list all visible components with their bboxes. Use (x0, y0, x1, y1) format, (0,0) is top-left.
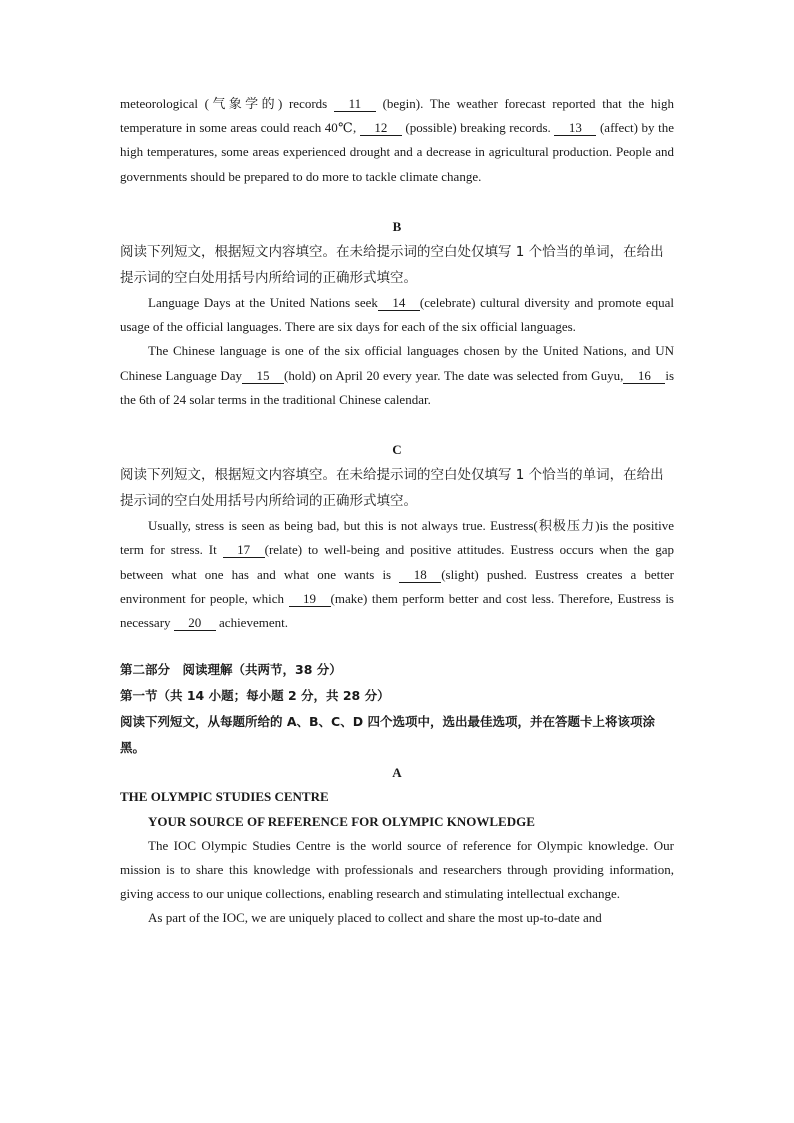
passage-subtitle: YOUR SOURCE OF REFERENCE FOR OLYMPIC KNOWLEDGE (148, 813, 535, 829)
part2-section-letter: A (392, 765, 402, 781)
blank-16[interactable]: 16 (623, 369, 665, 384)
blank-15[interactable]: 15 (242, 369, 284, 384)
section-b-paragraph-2: The Chinese language is one of the six official languages chosen by the United Nations, and UN Chinese Language Day 15 (hold) on April 20 every year. The date was selected from Guyu, 16 is the 6th of 24 solar terms in the traditional Chinese calendar. (120, 343, 674, 407)
passage-paragraph-2: As part of the IOC, we are uniquely placed to collect and share the most up-to-date and (148, 910, 602, 926)
paragraph-a-continued: meteorological (气象学的) records 11 (begin). The weather forecast reported that the high temperature in some areas could reach 40℃, 12 (possible) breaking records. 13 (affect) by the high temperatures, some areas experienced drought and a decrease in agricultural production. People and governments should be prepared to do more to tackle climate change. (120, 96, 675, 184)
part2-heading: 第二部分 阅读理解（共两节，38 分） (120, 662, 342, 678)
blank-12[interactable]: 12 (360, 121, 402, 136)
part2-subheading: 第一节（共 14 小题；每小题 2 分，共 28 分） (120, 688, 390, 704)
blank-14[interactable]: 14 (378, 296, 420, 311)
blank-17[interactable]: 17 (223, 543, 265, 558)
blank-11[interactable]: 11 (334, 97, 376, 112)
blank-13[interactable]: 13 (554, 121, 596, 136)
section-b-letter: B (392, 218, 402, 234)
passage-paragraph-1: The IOC Olympic Studies Centre is the world source of reference for Olympic knowledge. Our mission is to share this knowledge with professionals and researchers through providing information, giving access to our unique collections, enabling research and stimulating intellectual exchange. (120, 837, 674, 902)
section-c-paragraph-1: Usually, stress is seen as being bad, but this is not always true. Eustress(积极压力)is the positive term for stress. It 17 (relate) to well-being and positive attitudes. Eustress occurs when the gap between what one has and what one wants is 18 (slight) pushed. Eustress creates a better environment for people, which 19 (make) them perform better and cost less. Therefore, Eustress is necessary 20 achievement. (120, 518, 674, 631)
part2-instruction: 阅读下列短文，从每题所给的 A、B、C、D 四个选项中，选出最佳选项，并在答题卡上将该项涂黑。 (120, 714, 655, 756)
section-c-instruction: 阅读下列短文，根据短文内容填空。在未给提示词的空白处仅填写 1 个恰当的单词，在给出提示词的空白处用括号内所给词的正确形式填空。 (120, 467, 664, 510)
section-c-letter: C (392, 442, 402, 458)
section-b-instruction: 阅读下列短文，根据短文内容填空。在未给提示词的空白处仅填写 1 个恰当的单词，在给出提示词的空白处用括号内所给词的正确形式填空。 (120, 244, 664, 287)
document-page (120, 92, 674, 931)
section-b-paragraph-1: Language Days at the United Nations seek 14 (celebrate) cultural diversity and promote equal usage of the official languages. There are six days for each of the six official languages. (120, 295, 674, 335)
blank-18[interactable]: 18 (399, 568, 441, 583)
blank-20[interactable]: 20 (174, 616, 216, 631)
blank-19[interactable]: 19 (289, 592, 331, 607)
passage-title: THE OLYMPIC STUDIES CENTRE (120, 789, 329, 805)
